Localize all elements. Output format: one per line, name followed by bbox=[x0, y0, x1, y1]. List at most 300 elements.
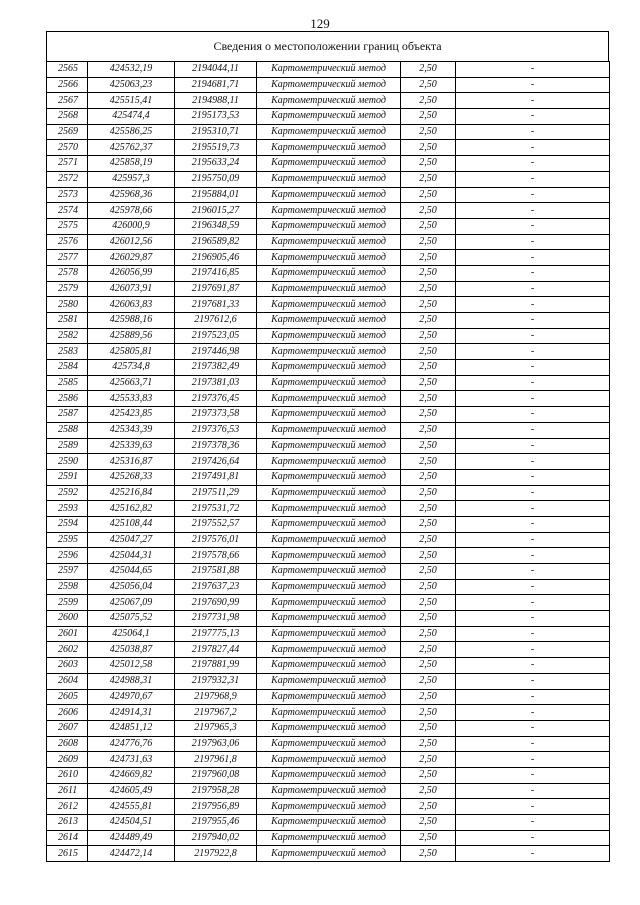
y-coordinate-cell: 2197958,28 bbox=[175, 783, 257, 799]
method-cell: Картометрический метод bbox=[257, 344, 401, 360]
table-row bbox=[47, 767, 610, 783]
x-coordinate-cell: 425663,71 bbox=[88, 375, 175, 391]
method-cell: Картометрический метод bbox=[257, 595, 401, 611]
y-coordinate-cell: 2197881,99 bbox=[175, 658, 257, 674]
table-row bbox=[47, 783, 610, 799]
x-coordinate-cell: 425162,82 bbox=[88, 501, 175, 517]
x-coordinate-cell: 425988,16 bbox=[88, 313, 175, 329]
table-row bbox=[47, 626, 610, 642]
x-coordinate-cell: 425044,65 bbox=[88, 564, 175, 580]
method-cell: Картометрический метод bbox=[257, 438, 401, 454]
x-coordinate-cell: 425075,52 bbox=[88, 611, 175, 627]
table-row bbox=[47, 454, 610, 470]
method-cell: Картометрический метод bbox=[257, 328, 401, 344]
table-row bbox=[47, 360, 610, 376]
description-cell: - bbox=[456, 187, 610, 203]
point-number-cell: 2567 bbox=[47, 93, 88, 109]
point-number-cell: 2565 bbox=[47, 62, 88, 78]
method-cell: Картометрический метод bbox=[257, 548, 401, 564]
point-number-cell: 2573 bbox=[47, 187, 88, 203]
table-row bbox=[47, 516, 610, 532]
description-cell: - bbox=[456, 109, 610, 125]
accuracy-cell: 2,50 bbox=[401, 516, 456, 532]
point-number-cell: 2611 bbox=[47, 783, 88, 799]
x-coordinate-cell: 425044,31 bbox=[88, 548, 175, 564]
point-number-cell: 2600 bbox=[47, 611, 88, 627]
y-coordinate-cell: 2197968,9 bbox=[175, 689, 257, 705]
method-cell: Картометрический метод bbox=[257, 77, 401, 93]
x-coordinate-cell: 425586,25 bbox=[88, 124, 175, 140]
table-row bbox=[47, 187, 610, 203]
x-coordinate-cell: 425067,09 bbox=[88, 595, 175, 611]
accuracy-cell: 2,50 bbox=[401, 109, 456, 125]
point-number-cell: 2570 bbox=[47, 140, 88, 156]
accuracy-cell: 2,50 bbox=[401, 391, 456, 407]
description-cell: - bbox=[456, 548, 610, 564]
point-number-cell: 2591 bbox=[47, 469, 88, 485]
table-row bbox=[47, 281, 610, 297]
accuracy-cell: 2,50 bbox=[401, 422, 456, 438]
description-cell: - bbox=[456, 281, 610, 297]
table-row bbox=[47, 407, 610, 423]
point-number-cell: 2566 bbox=[47, 77, 88, 93]
table-row bbox=[47, 93, 610, 109]
accuracy-cell: 2,50 bbox=[401, 579, 456, 595]
method-cell: Картометрический метод bbox=[257, 799, 401, 815]
table-row bbox=[47, 564, 610, 580]
accuracy-cell: 2,50 bbox=[401, 469, 456, 485]
method-cell: Картометрический метод bbox=[257, 469, 401, 485]
y-coordinate-cell: 2196905,46 bbox=[175, 250, 257, 266]
table-row bbox=[47, 234, 610, 250]
description-cell: - bbox=[456, 250, 610, 266]
table-row bbox=[47, 156, 610, 172]
table-row bbox=[47, 313, 610, 329]
method-cell: Картометрический метод bbox=[257, 171, 401, 187]
y-coordinate-cell: 2194988,11 bbox=[175, 93, 257, 109]
description-cell: - bbox=[456, 658, 610, 674]
accuracy-cell: 2,50 bbox=[401, 124, 456, 140]
y-coordinate-cell: 2197576,01 bbox=[175, 532, 257, 548]
accuracy-cell: 2,50 bbox=[401, 767, 456, 783]
method-cell: Картометрический метод bbox=[257, 313, 401, 329]
method-cell: Картометрический метод bbox=[257, 673, 401, 689]
table-row bbox=[47, 297, 610, 313]
x-coordinate-cell: 425047,27 bbox=[88, 532, 175, 548]
x-coordinate-cell: 426000,9 bbox=[88, 218, 175, 234]
description-cell: - bbox=[456, 469, 610, 485]
method-cell: Картометрический метод bbox=[257, 626, 401, 642]
method-cell: Картометрический метод bbox=[257, 830, 401, 846]
table-row bbox=[47, 673, 610, 689]
y-coordinate-cell: 2197416,85 bbox=[175, 265, 257, 281]
accuracy-cell: 2,50 bbox=[401, 218, 456, 234]
x-coordinate-cell: 425978,66 bbox=[88, 203, 175, 219]
description-cell: - bbox=[456, 297, 610, 313]
x-coordinate-cell: 425268,33 bbox=[88, 469, 175, 485]
method-cell: Картометрический метод bbox=[257, 642, 401, 658]
y-coordinate-cell: 2197446,98 bbox=[175, 344, 257, 360]
description-cell: - bbox=[456, 595, 610, 611]
description-cell: - bbox=[456, 611, 610, 627]
x-coordinate-cell: 425216,84 bbox=[88, 485, 175, 501]
description-cell: - bbox=[456, 218, 610, 234]
point-number-cell: 2586 bbox=[47, 391, 88, 407]
method-cell: Картометрический метод bbox=[257, 281, 401, 297]
table-row bbox=[47, 391, 610, 407]
accuracy-cell: 2,50 bbox=[401, 830, 456, 846]
x-coordinate-cell: 425762,37 bbox=[88, 140, 175, 156]
y-coordinate-cell: 2197373,58 bbox=[175, 407, 257, 423]
description-cell: - bbox=[456, 124, 610, 140]
description-cell: - bbox=[456, 501, 610, 517]
x-coordinate-cell: 424914,31 bbox=[88, 705, 175, 721]
table-row bbox=[47, 642, 610, 658]
accuracy-cell: 2,50 bbox=[401, 532, 456, 548]
description-cell: - bbox=[456, 391, 610, 407]
table-row bbox=[47, 830, 610, 846]
method-cell: Картометрический метод bbox=[257, 109, 401, 125]
method-cell: Картометрический метод bbox=[257, 516, 401, 532]
method-cell: Картометрический метод bbox=[257, 218, 401, 234]
accuracy-cell: 2,50 bbox=[401, 438, 456, 454]
accuracy-cell: 2,50 bbox=[401, 736, 456, 752]
x-coordinate-cell: 425038,87 bbox=[88, 642, 175, 658]
x-coordinate-cell: 426056,99 bbox=[88, 265, 175, 281]
method-cell: Картометрический метод bbox=[257, 485, 401, 501]
y-coordinate-cell: 2197922,8 bbox=[175, 846, 257, 862]
description-cell: - bbox=[456, 564, 610, 580]
point-number-cell: 2608 bbox=[47, 736, 88, 752]
y-coordinate-cell: 2194044,11 bbox=[175, 62, 257, 78]
y-coordinate-cell: 2197963,06 bbox=[175, 736, 257, 752]
accuracy-cell: 2,50 bbox=[401, 783, 456, 799]
x-coordinate-cell: 425533,83 bbox=[88, 391, 175, 407]
table-row bbox=[47, 62, 610, 78]
y-coordinate-cell: 2197932,31 bbox=[175, 673, 257, 689]
y-coordinate-cell: 2197531,72 bbox=[175, 501, 257, 517]
method-cell: Картометрический метод bbox=[257, 93, 401, 109]
x-coordinate-cell: 424970,67 bbox=[88, 689, 175, 705]
method-cell: Картометрический метод bbox=[257, 375, 401, 391]
accuracy-cell: 2,50 bbox=[401, 156, 456, 172]
description-cell: - bbox=[456, 422, 610, 438]
method-cell: Картометрический метод bbox=[257, 783, 401, 799]
method-cell: Картометрический метод bbox=[257, 62, 401, 78]
y-coordinate-cell: 2197491,81 bbox=[175, 469, 257, 485]
method-cell: Картометрический метод bbox=[257, 752, 401, 768]
x-coordinate-cell: 426012,56 bbox=[88, 234, 175, 250]
accuracy-cell: 2,50 bbox=[401, 595, 456, 611]
y-coordinate-cell: 2197731,98 bbox=[175, 611, 257, 627]
method-cell: Картометрический метод bbox=[257, 846, 401, 862]
accuracy-cell: 2,50 bbox=[401, 140, 456, 156]
description-cell: - bbox=[456, 156, 610, 172]
table-row bbox=[47, 265, 610, 281]
table-row bbox=[47, 218, 610, 234]
y-coordinate-cell: 2195750,09 bbox=[175, 171, 257, 187]
point-number-cell: 2578 bbox=[47, 265, 88, 281]
point-number-cell: 2613 bbox=[47, 815, 88, 831]
y-coordinate-cell: 2197382,49 bbox=[175, 360, 257, 376]
description-cell: - bbox=[456, 767, 610, 783]
description-cell: - bbox=[456, 579, 610, 595]
table-row bbox=[47, 171, 610, 187]
method-cell: Картометрический метод bbox=[257, 265, 401, 281]
point-number-cell: 2581 bbox=[47, 313, 88, 329]
y-coordinate-cell: 2197381,03 bbox=[175, 375, 257, 391]
y-coordinate-cell: 2196589,82 bbox=[175, 234, 257, 250]
y-coordinate-cell: 2197376,45 bbox=[175, 391, 257, 407]
x-coordinate-cell: 425734,8 bbox=[88, 360, 175, 376]
point-number-cell: 2572 bbox=[47, 171, 88, 187]
accuracy-cell: 2,50 bbox=[401, 799, 456, 815]
y-coordinate-cell: 2197681,33 bbox=[175, 297, 257, 313]
x-coordinate-cell: 425805,81 bbox=[88, 344, 175, 360]
y-coordinate-cell: 2195519,73 bbox=[175, 140, 257, 156]
method-cell: Картометрический метод bbox=[257, 360, 401, 376]
description-cell: - bbox=[456, 328, 610, 344]
method-cell: Картометрический метод bbox=[257, 124, 401, 140]
y-coordinate-cell: 2194681,71 bbox=[175, 77, 257, 93]
description-cell: - bbox=[456, 720, 610, 736]
point-number-cell: 2574 bbox=[47, 203, 88, 219]
accuracy-cell: 2,50 bbox=[401, 846, 456, 862]
y-coordinate-cell: 2195884,01 bbox=[175, 187, 257, 203]
description-cell: - bbox=[456, 673, 610, 689]
description-cell: - bbox=[456, 344, 610, 360]
point-number-cell: 2601 bbox=[47, 626, 88, 642]
y-coordinate-cell: 2197426,64 bbox=[175, 454, 257, 470]
table-row bbox=[47, 375, 610, 391]
x-coordinate-cell: 424532,19 bbox=[88, 62, 175, 78]
x-coordinate-cell: 424555,81 bbox=[88, 799, 175, 815]
point-number-cell: 2596 bbox=[47, 548, 88, 564]
coordinates-table bbox=[46, 61, 610, 862]
accuracy-cell: 2,50 bbox=[401, 171, 456, 187]
description-cell: - bbox=[456, 626, 610, 642]
table-row bbox=[47, 501, 610, 517]
point-number-cell: 2609 bbox=[47, 752, 88, 768]
y-coordinate-cell: 2197960,08 bbox=[175, 767, 257, 783]
point-number-cell: 2605 bbox=[47, 689, 88, 705]
x-coordinate-cell: 424504,51 bbox=[88, 815, 175, 831]
x-coordinate-cell: 425957,3 bbox=[88, 171, 175, 187]
method-cell: Картометрический метод bbox=[257, 705, 401, 721]
accuracy-cell: 2,50 bbox=[401, 77, 456, 93]
accuracy-cell: 2,50 bbox=[401, 344, 456, 360]
x-coordinate-cell: 425423,85 bbox=[88, 407, 175, 423]
point-number-cell: 2597 bbox=[47, 564, 88, 580]
table-row bbox=[47, 815, 610, 831]
description-cell: - bbox=[456, 454, 610, 470]
method-cell: Картометрический метод bbox=[257, 501, 401, 517]
table-row bbox=[47, 846, 610, 862]
y-coordinate-cell: 2197967,2 bbox=[175, 705, 257, 721]
accuracy-cell: 2,50 bbox=[401, 454, 456, 470]
accuracy-cell: 2,50 bbox=[401, 501, 456, 517]
point-number-cell: 2599 bbox=[47, 595, 88, 611]
point-number-cell: 2580 bbox=[47, 297, 88, 313]
accuracy-cell: 2,50 bbox=[401, 407, 456, 423]
point-number-cell: 2607 bbox=[47, 720, 88, 736]
accuracy-cell: 2,50 bbox=[401, 360, 456, 376]
y-coordinate-cell: 2197956,89 bbox=[175, 799, 257, 815]
description-cell: - bbox=[456, 532, 610, 548]
table-row bbox=[47, 548, 610, 564]
description-cell: - bbox=[456, 752, 610, 768]
point-number-cell: 2603 bbox=[47, 658, 88, 674]
method-cell: Картометрический метод bbox=[257, 234, 401, 250]
table-row bbox=[47, 705, 610, 721]
x-coordinate-cell: 425515,41 bbox=[88, 93, 175, 109]
y-coordinate-cell: 2197637,23 bbox=[175, 579, 257, 595]
description-cell: - bbox=[456, 360, 610, 376]
description-cell: - bbox=[456, 642, 610, 658]
table-row bbox=[47, 485, 610, 501]
x-coordinate-cell: 425108,44 bbox=[88, 516, 175, 532]
point-number-cell: 2583 bbox=[47, 344, 88, 360]
description-cell: - bbox=[456, 171, 610, 187]
description-cell: - bbox=[456, 93, 610, 109]
accuracy-cell: 2,50 bbox=[401, 705, 456, 721]
accuracy-cell: 2,50 bbox=[401, 752, 456, 768]
point-number-cell: 2579 bbox=[47, 281, 88, 297]
point-number-cell: 2606 bbox=[47, 705, 88, 721]
y-coordinate-cell: 2197940,02 bbox=[175, 830, 257, 846]
accuracy-cell: 2,50 bbox=[401, 375, 456, 391]
accuracy-cell: 2,50 bbox=[401, 689, 456, 705]
point-number-cell: 2602 bbox=[47, 642, 88, 658]
point-number-cell: 2569 bbox=[47, 124, 88, 140]
boundary-table-frame bbox=[46, 31, 609, 862]
x-coordinate-cell: 425889,56 bbox=[88, 328, 175, 344]
description-cell: - bbox=[456, 140, 610, 156]
point-number-cell: 2610 bbox=[47, 767, 88, 783]
x-coordinate-cell: 424776,76 bbox=[88, 736, 175, 752]
table-row bbox=[47, 469, 610, 485]
method-cell: Картометрический метод bbox=[257, 611, 401, 627]
accuracy-cell: 2,50 bbox=[401, 297, 456, 313]
x-coordinate-cell: 424489,49 bbox=[88, 830, 175, 846]
accuracy-cell: 2,50 bbox=[401, 626, 456, 642]
point-number-cell: 2614 bbox=[47, 830, 88, 846]
y-coordinate-cell: 2197378,36 bbox=[175, 438, 257, 454]
table-row bbox=[47, 140, 610, 156]
table-row bbox=[47, 736, 610, 752]
y-coordinate-cell: 2196348,59 bbox=[175, 218, 257, 234]
method-cell: Картометрический метод bbox=[257, 720, 401, 736]
description-cell: - bbox=[456, 705, 610, 721]
x-coordinate-cell: 425339,63 bbox=[88, 438, 175, 454]
table-row bbox=[47, 109, 610, 125]
table-row bbox=[47, 611, 610, 627]
method-cell: Картометрический метод bbox=[257, 689, 401, 705]
y-coordinate-cell: 2195633,24 bbox=[175, 156, 257, 172]
table-row bbox=[47, 579, 610, 595]
description-cell: - bbox=[456, 407, 610, 423]
accuracy-cell: 2,50 bbox=[401, 720, 456, 736]
y-coordinate-cell: 2196015,27 bbox=[175, 203, 257, 219]
x-coordinate-cell: 425858,19 bbox=[88, 156, 175, 172]
table-body bbox=[47, 62, 610, 862]
x-coordinate-cell: 425968,36 bbox=[88, 187, 175, 203]
point-number-cell: 2592 bbox=[47, 485, 88, 501]
y-coordinate-cell: 2197691,87 bbox=[175, 281, 257, 297]
x-coordinate-cell: 425056,04 bbox=[88, 579, 175, 595]
x-coordinate-cell: 426063,83 bbox=[88, 297, 175, 313]
table-row bbox=[47, 799, 610, 815]
method-cell: Картометрический метод bbox=[257, 422, 401, 438]
y-coordinate-cell: 2197376,53 bbox=[175, 422, 257, 438]
method-cell: Картометрический метод bbox=[257, 532, 401, 548]
x-coordinate-cell: 425063,23 bbox=[88, 77, 175, 93]
accuracy-cell: 2,50 bbox=[401, 234, 456, 250]
accuracy-cell: 2,50 bbox=[401, 93, 456, 109]
accuracy-cell: 2,50 bbox=[401, 485, 456, 501]
method-cell: Картометрический метод bbox=[257, 564, 401, 580]
point-number-cell: 2577 bbox=[47, 250, 88, 266]
method-cell: Картометрический метод bbox=[257, 579, 401, 595]
x-coordinate-cell: 424851,12 bbox=[88, 720, 175, 736]
description-cell: - bbox=[456, 234, 610, 250]
point-number-cell: 2588 bbox=[47, 422, 88, 438]
method-cell: Картометрический метод bbox=[257, 736, 401, 752]
accuracy-cell: 2,50 bbox=[401, 673, 456, 689]
table-row bbox=[47, 250, 610, 266]
x-coordinate-cell: 425012,58 bbox=[88, 658, 175, 674]
method-cell: Картометрический метод bbox=[257, 297, 401, 313]
table-row bbox=[47, 422, 610, 438]
y-coordinate-cell: 2197827,44 bbox=[175, 642, 257, 658]
point-number-cell: 2576 bbox=[47, 234, 88, 250]
x-coordinate-cell: 425474,4 bbox=[88, 109, 175, 125]
x-coordinate-cell: 424669,82 bbox=[88, 767, 175, 783]
y-coordinate-cell: 2197690,99 bbox=[175, 595, 257, 611]
y-coordinate-cell: 2197511,29 bbox=[175, 485, 257, 501]
x-coordinate-cell: 424472,14 bbox=[88, 846, 175, 862]
description-cell: - bbox=[456, 689, 610, 705]
accuracy-cell: 2,50 bbox=[401, 564, 456, 580]
method-cell: Картометрический метод bbox=[257, 407, 401, 423]
description-cell: - bbox=[456, 77, 610, 93]
accuracy-cell: 2,50 bbox=[401, 642, 456, 658]
description-cell: - bbox=[456, 846, 610, 862]
accuracy-cell: 2,50 bbox=[401, 328, 456, 344]
table-title: Сведения о местоположении границ объекта bbox=[46, 31, 609, 61]
y-coordinate-cell: 2197965,3 bbox=[175, 720, 257, 736]
method-cell: Картометрический метод bbox=[257, 203, 401, 219]
table-row bbox=[47, 689, 610, 705]
description-cell: - bbox=[456, 203, 610, 219]
point-number-cell: 2594 bbox=[47, 516, 88, 532]
point-number-cell: 2593 bbox=[47, 501, 88, 517]
point-number-cell: 2589 bbox=[47, 438, 88, 454]
point-number-cell: 2598 bbox=[47, 579, 88, 595]
x-coordinate-cell: 424988,31 bbox=[88, 673, 175, 689]
table-row bbox=[47, 344, 610, 360]
description-cell: - bbox=[456, 375, 610, 391]
accuracy-cell: 2,50 bbox=[401, 62, 456, 78]
x-coordinate-cell: 425064,1 bbox=[88, 626, 175, 642]
table-row bbox=[47, 124, 610, 140]
point-number-cell: 2590 bbox=[47, 454, 88, 470]
description-cell: - bbox=[456, 265, 610, 281]
description-cell: - bbox=[456, 799, 610, 815]
y-coordinate-cell: 2197578,66 bbox=[175, 548, 257, 564]
x-coordinate-cell: 425343,39 bbox=[88, 422, 175, 438]
description-cell: - bbox=[456, 516, 610, 532]
